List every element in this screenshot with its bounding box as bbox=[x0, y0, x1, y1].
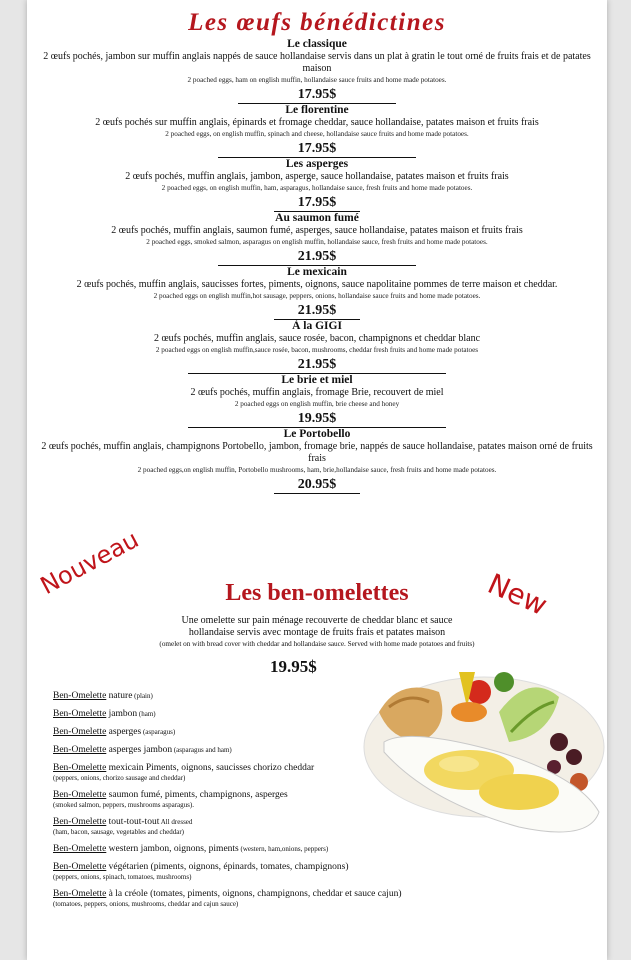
benedict-item bbox=[27, 320, 607, 374]
ben-omelette-variant-en: (western, ham,onions, peppers) bbox=[238, 845, 329, 853]
benedict-item bbox=[27, 428, 607, 494]
item-price: 21.95$ bbox=[188, 357, 447, 374]
ben-omelette-item bbox=[53, 862, 573, 882]
ben-omelette-english: (smoked salmon, peppers, mushrooms asparagus). bbox=[53, 801, 194, 809]
ben-omelette-variant: asperges bbox=[106, 727, 142, 737]
ben-omelette-variant-en: (asparagus and ham) bbox=[172, 746, 232, 754]
ben-omelette-label: Ben-Omelette bbox=[53, 691, 107, 701]
item-name: À la GIGI bbox=[292, 320, 342, 332]
ben-omelette-label: Ben-Omelette bbox=[53, 889, 107, 899]
item-description-en: 2 poached eggs, on english muffin, spinach and cheese, hollandaise sauce fruits and home made potatoes. bbox=[165, 130, 469, 138]
ben-omelette-english: (peppers, onions, chorizo sausage and cheddar) bbox=[53, 774, 186, 782]
item-price: 21.95$ bbox=[274, 303, 361, 320]
ben-omelette-variant: nature bbox=[106, 691, 133, 701]
ben-omelette-variant: jambon bbox=[106, 709, 138, 719]
item-name: Le brie et miel bbox=[281, 374, 353, 386]
item-description-fr: 2 œufs pochés, muffin anglais, saucisses fortes, piments, oignons, sauce napolitaine pommes de terre maison et cheddar. bbox=[76, 279, 558, 290]
ben-omelette-label: Ben-Omelette bbox=[53, 709, 107, 719]
menu-page bbox=[27, 0, 607, 960]
ben-omelette-variant-en: (plain) bbox=[132, 692, 153, 700]
item-name: Le florentine bbox=[285, 104, 349, 116]
benedict-item bbox=[27, 266, 607, 320]
item-description-en: 2 poached eggs on english muffin,hot sausage, peppers, onions, hollandaise sauce fruits and home made potatoes. bbox=[153, 292, 481, 300]
ben-omelette-label: Ben-Omelette bbox=[53, 727, 107, 737]
item-description-fr: 2 œufs pochés, muffin anglais, jambon, asperge, sauce hollandaise, patates maison et fruits frais bbox=[125, 171, 509, 182]
ben-omelette-variant: mexicain Piments, oignons, saucisses chorizo cheddar bbox=[106, 763, 315, 773]
ben-omelette-variant: asperges jambon bbox=[106, 745, 173, 755]
item-price: 17.95$ bbox=[218, 141, 417, 158]
ben-omelette-label: Ben-Omelette bbox=[53, 763, 107, 773]
ben-omelettes-title: Les ben-omelettes bbox=[225, 580, 409, 606]
new-stamp: New bbox=[482, 567, 553, 622]
page-title: Les œufs bénédictines bbox=[188, 9, 446, 36]
item-price: 17.95$ bbox=[238, 87, 397, 104]
item-price: 17.95$ bbox=[274, 195, 361, 212]
item-price: 19.95$ bbox=[188, 411, 447, 428]
item-description-fr: 2 œufs pochés, muffin anglais, sauce rosée, bacon, champignons et cheddar blanc bbox=[153, 333, 481, 344]
nouveau-stamp: Nouveau bbox=[35, 525, 144, 600]
item-description-fr: 2 œufs pochés, jambon sur muffin anglais nappés de sauce hollandaise servis dans un plat à gratin le tout orné de fruits frais et de patates maison bbox=[43, 51, 591, 74]
item-name: Le mexicain bbox=[287, 266, 347, 278]
ben-omelette-label: Ben-Omelette bbox=[53, 817, 107, 827]
ben-omelette-label: Ben-Omelette bbox=[53, 844, 107, 854]
item-description-en: 2 poached eggs, on english muffin, ham, asparagus, hollandaise sauce, fresh fruits and home made potatoes. bbox=[161, 184, 473, 192]
item-name: Le classique bbox=[287, 38, 347, 50]
ben-omelettes-price: 19.95$ bbox=[270, 657, 317, 676]
ben-desc-en: (omelet on with bread cover with cheddar and hollandaise sauce. Served with home made potatoes and fruits) bbox=[159, 640, 475, 648]
item-description-en: 2 poached eggs, smoked salmon, asparagus on english muffin, hollandaise sauce, fresh fruits and home made potatoes. bbox=[146, 238, 488, 246]
item-description-fr: 2 œufs pochés sur muffin anglais, épinards et fromage cheddar, sauce hollandaise, patates maison et fruits frais bbox=[95, 117, 539, 128]
item-description-en: 2 poached eggs on english muffin, brie cheese and honey bbox=[234, 400, 400, 408]
item-name: Le Portobello bbox=[283, 428, 351, 440]
ben-omelette-variant: végétarien (piments, oignons, épinards, tomates, champignons) bbox=[106, 862, 349, 872]
ben-omelette-variant: à la créole (tomates, piments, oignons, champignons, cheddar et sauce cajun) bbox=[106, 889, 402, 899]
ben-omelette-variant-en: (asparagus) bbox=[141, 728, 176, 736]
item-name: Les asperges bbox=[285, 158, 349, 170]
item-description-fr: 2 œufs pochés, muffin anglais, champignons Portobello, jambon, fromage brie, nappés de sauce hollandaise, patates maison orné de fruits frais bbox=[41, 441, 593, 464]
ben-omelette-english: (ham, bacon, sausage, vegetables and cheddar) bbox=[53, 828, 184, 836]
ben-omelette-variant: tout-tout-tout bbox=[106, 817, 160, 827]
ben-omelette-english: (tomatoes, peppers, onions, mushrooms, cheddar and cajun sauce) bbox=[53, 900, 239, 908]
ben-omelette-variant-en: (ham) bbox=[137, 710, 156, 718]
ben-omelette-variant: western jambon, oignons, piments bbox=[106, 844, 239, 854]
item-description-fr: 2 œufs pochés, muffin anglais, fromage Brie, recouvert de miel bbox=[190, 387, 444, 398]
item-name: Au saumon fumé bbox=[275, 212, 359, 224]
item-price: 21.95$ bbox=[218, 249, 417, 266]
benedict-item bbox=[27, 374, 607, 428]
ben-omelette-label: Ben-Omelette bbox=[53, 790, 107, 800]
item-description-fr: 2 œufs pochés, muffin anglais, saumon fumé, asperges, sauce hollandaise, patates maison et fruits frais bbox=[111, 225, 523, 236]
item-description-en: 2 poached eggs,on english muffin, Portobello mushrooms, ham, brie,hollandaise sauce, fresh fruits and home made potatoes. bbox=[137, 466, 497, 474]
ben-omelette-english: (peppers, onions, spinach, tomatoes, mushrooms) bbox=[53, 873, 192, 881]
benedict-list bbox=[27, 38, 607, 494]
ben-omelettes-description bbox=[27, 615, 607, 649]
item-price: 20.95$ bbox=[274, 477, 361, 494]
benedict-item bbox=[27, 158, 607, 212]
ben-omelette-label: Ben-Omelette bbox=[53, 745, 107, 755]
benedict-item bbox=[27, 38, 607, 104]
ben-omelette-item bbox=[53, 889, 573, 909]
item-description-en: 2 poached eggs on english muffin,sauce rosée, bacon, mushrooms, cheddar fresh fruits and home made potatoes bbox=[155, 346, 479, 354]
ben-desc-fr: Une omelette sur pain ménage recouverte de cheddar blanc et sauce hollandaise servis avec montage de fruits frais et patates maison bbox=[181, 615, 453, 638]
ben-omelette-variant: saumon fumé, piments, champignons, asperges bbox=[106, 790, 288, 800]
omelette-photo bbox=[349, 652, 607, 852]
benedict-item bbox=[27, 104, 607, 158]
ben-omelette-label: Ben-Omelette bbox=[53, 862, 107, 872]
benedict-item bbox=[27, 212, 607, 266]
item-description-en: 2 poached eggs, ham on english muffin, hollandaise sauce fruits and home made potatoes. bbox=[187, 76, 447, 84]
ben-omelette-variant-en: All dressed bbox=[159, 818, 193, 826]
